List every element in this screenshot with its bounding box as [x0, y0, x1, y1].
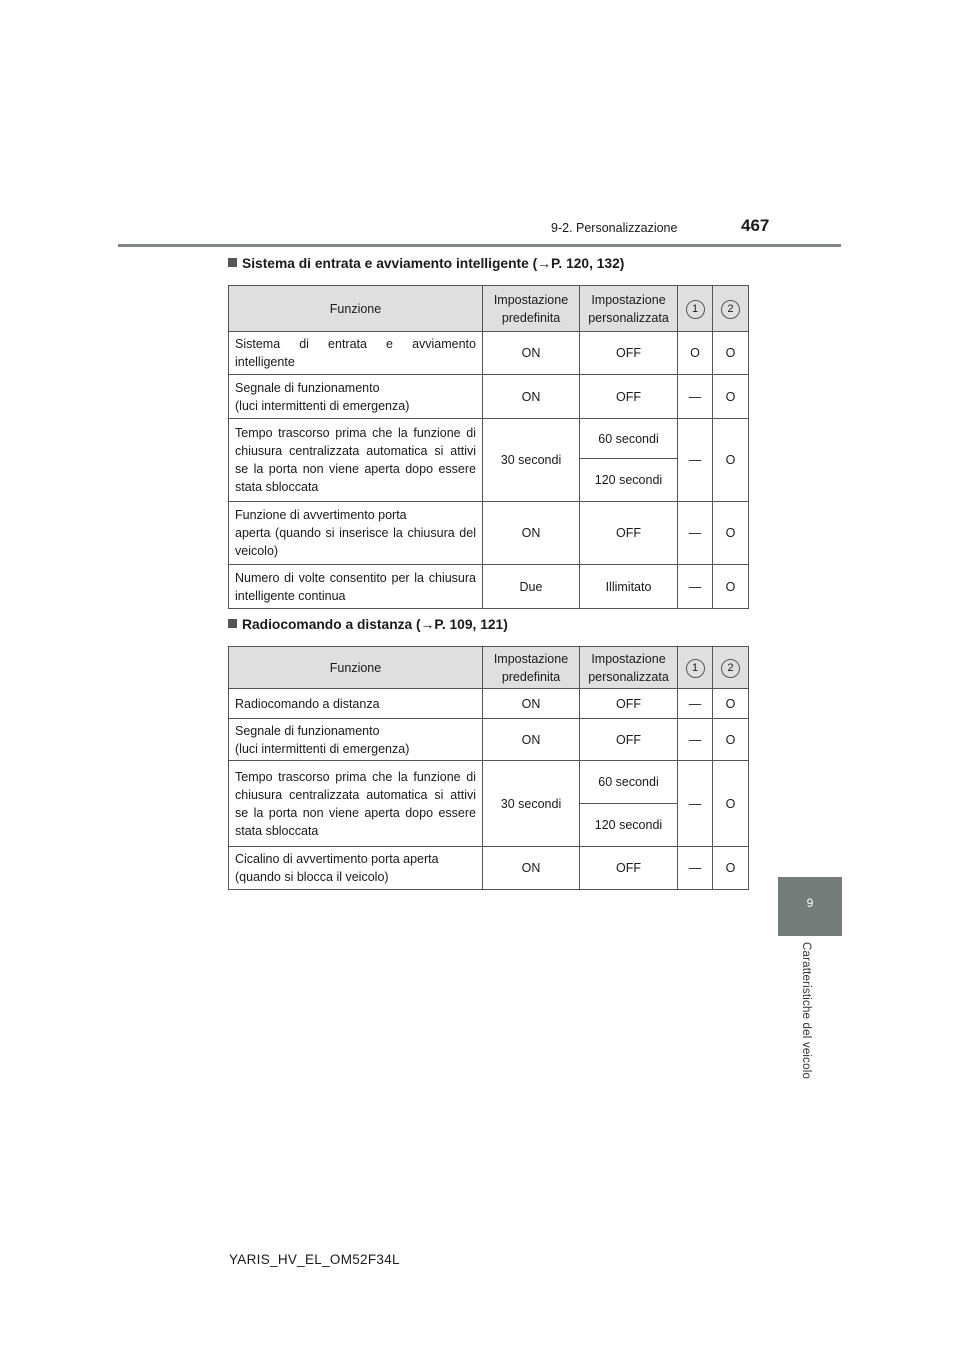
col-2 [713, 647, 749, 689]
default-cell: ON [483, 332, 580, 375]
col-function: Funzione [229, 647, 483, 689]
header-rule [118, 244, 841, 247]
table-row [229, 847, 749, 890]
function-cell: Radiocomando a distanza [229, 689, 483, 719]
custom-cell: Illimitato [580, 565, 678, 609]
section2-title: Radiocomando a distanza (→P. 109, 121) [242, 617, 508, 632]
col1-cell: — [678, 689, 713, 719]
default-cell: Due [483, 565, 580, 609]
default-cell: 30 secondi [483, 419, 580, 502]
section2-heading [228, 617, 508, 632]
col-default: Impostazione predefinita [483, 647, 580, 689]
function-cell: Numero di volte consentito per la chiusura intelligente continua [229, 565, 483, 609]
custom-cell: OFF [580, 332, 678, 375]
default-cell: ON [483, 689, 580, 719]
col2-cell: O [713, 761, 749, 847]
section1-title: Sistema di entrata e avviamento intelligente (→P. 120, 132) [242, 256, 625, 271]
function-cell: Sistema di entrata e avviamento intelligente [229, 332, 483, 375]
table-row [229, 719, 749, 761]
col1-cell: O [678, 332, 713, 375]
col1-cell: — [678, 375, 713, 419]
custom-cell: OFF [580, 502, 678, 565]
table-header-row [229, 647, 749, 689]
custom-cell: 120 secondi [580, 804, 678, 847]
section2-table [228, 646, 749, 890]
custom-cell: OFF [580, 375, 678, 419]
function-line: (quando si blocca il veicolo) [235, 870, 389, 884]
default-cell: ON [483, 375, 580, 419]
page-number: 467 [741, 216, 770, 235]
document-code: YARIS_HV_EL_OM52F34L [229, 1252, 400, 1267]
function-line: (luci intermittenti di emergenza) [235, 398, 410, 413]
section1-table [228, 285, 749, 609]
circle-two-icon: 2 [721, 300, 740, 319]
table-row [229, 375, 749, 419]
default-cell: ON [483, 847, 580, 890]
default-cell: ON [483, 719, 580, 761]
col2-cell: O [713, 419, 749, 502]
custom-cell: 60 secondi [580, 419, 678, 459]
custom-cell: 120 secondi [580, 459, 678, 502]
chapter-label: Caratteristiche del veicolo [800, 942, 812, 1080]
chapter-number: 9 [806, 896, 814, 910]
function-cell [229, 719, 483, 761]
custom-cell: 60 secondi [580, 761, 678, 804]
custom-cell: OFF [580, 689, 678, 719]
col2-cell: O [713, 689, 749, 719]
function-line: Segnale di funzionamento [235, 723, 380, 738]
function-cell: Tempo trascorso prima che la funzione di chiusura centralizzata automatica si attivi se la porta non viene aperta dopo essere stata sbloccata [229, 419, 483, 502]
table-header-row [229, 286, 749, 332]
circle-two-icon: 2 [721, 659, 740, 678]
table-row [229, 419, 749, 459]
custom-cell: OFF [580, 847, 678, 890]
table-row [229, 761, 749, 804]
function-cell [229, 847, 483, 890]
function-cell: Tempo trascorso prima che la funzione di chiusura centralizzata automatica si attivi se la porta non viene aperta dopo essere stata sbloccata [229, 761, 483, 847]
col2-cell: O [713, 502, 749, 565]
function-line: Segnale di funzionamento [235, 380, 380, 395]
circle-one-icon: 1 [686, 300, 705, 319]
col-2 [713, 286, 749, 332]
col2-cell: O [713, 719, 749, 761]
default-cell: ON [483, 502, 580, 565]
section-header: 9-2. Personalizzazione [551, 221, 678, 235]
col1-cell: — [678, 502, 713, 565]
col1-cell: — [678, 761, 713, 847]
col-1 [678, 647, 713, 689]
col-function: Funzione [229, 286, 483, 332]
col-custom: Impostazione personalizzata [580, 286, 678, 332]
col2-cell: O [713, 332, 749, 375]
function-line: Funzione di avvertimento porta [235, 508, 407, 522]
col2-cell: O [713, 565, 749, 609]
function-line: aperta (quando si inserisce la chiusura del veicolo) [235, 526, 476, 558]
square-bullet-icon [228, 258, 237, 267]
function-cell [229, 375, 483, 419]
function-cell [229, 502, 483, 565]
col1-cell: — [678, 847, 713, 890]
default-cell: 30 secondi [483, 761, 580, 847]
table-row [229, 565, 749, 609]
col-1 [678, 286, 713, 332]
function-line: (luci intermittenti di emergenza) [235, 741, 410, 756]
circle-one-icon: 1 [686, 659, 705, 678]
table-row [229, 502, 749, 565]
col-default: Impostazione predefinita [483, 286, 580, 332]
table-row [229, 332, 749, 375]
col1-cell: — [678, 565, 713, 609]
col1-cell: — [678, 419, 713, 502]
square-bullet-icon [228, 619, 237, 628]
col2-cell: O [713, 847, 749, 890]
table-row [229, 689, 749, 719]
col1-cell: — [678, 719, 713, 761]
custom-cell: OFF [580, 719, 678, 761]
function-line: Cicalino di avvertimento porta aperta [235, 852, 439, 866]
section1-heading [228, 256, 624, 271]
col2-cell: O [713, 375, 749, 419]
col-custom: Impostazione personalizzata [580, 647, 678, 689]
